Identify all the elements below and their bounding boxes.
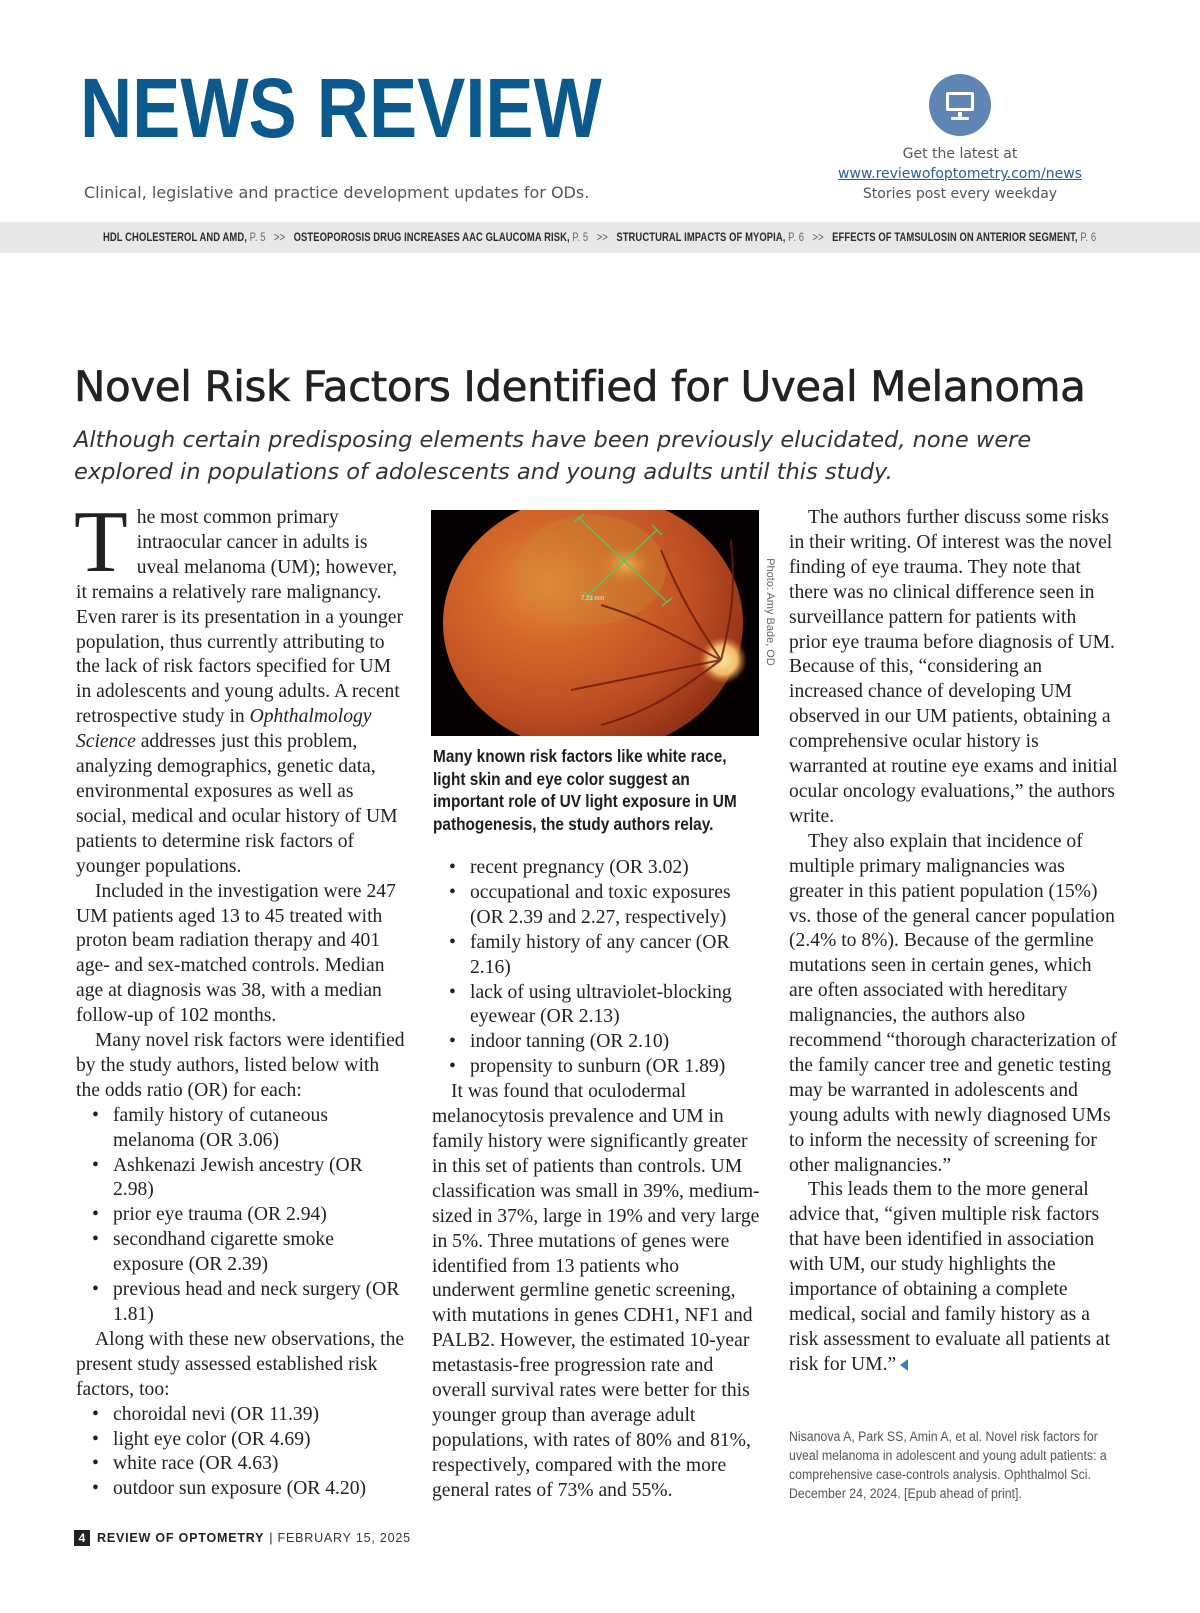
body-paragraph: Many novel risk factors were identified by the study authors, listed below with the odds ratio (OR) for each: [76, 1030, 405, 1101]
list-item: • outdoor sun exposure (OR 4.20) [76, 1477, 406, 1502]
photo-credit: Photo: Amy Bade, OD [764, 558, 776, 666]
body-paragraph: Along with these new observations, the present study assessed established risk factors, too: [76, 1328, 405, 1400]
list-item: • secondhand cigarette smoke exposure (OR 2.39) [76, 1228, 406, 1278]
figure-caption: Many known risk factors like white race, light skin and eye color suggest an important role of UV light exposure in UM pathogenesis, the study authors relay. [433, 746, 737, 834]
body-paragraph: The authors further discuss some risks in their writing. Of interest was the novel finding of eye trauma. They note that there was no clinical difference seen in surveillance pattern for patients with prior eye trauma before diagnosis of UM. Because of this, “considering an increased chance of developing UM observed in our UM patients, obtaining a comprehensive ocular history is warranted at routine eye exams and initial ocular oncology evaluations,” the authors write. [789, 507, 1118, 827]
promo-note: Stories post every weekday [862, 186, 1058, 202]
article-column-2 [432, 856, 762, 1504]
body-paragraph: They also explain that incidence of multiple primary malignancies was greater in this patient population (15%) vs. those of the general cancer population (2.4% to 8%). Because of the germline mutations seen in certain genes, which are often associated with hereditary malignancies, the authors also recommend “thorough characterization of the family cancer tree and genetic testing may be warranted in adolescents and young adults with newly diagnosed UMs to inform the necessity of screening for other malignancies.” [789, 830, 1118, 1176]
news-link[interactable]: www.reviewofoptometry.com/news [838, 166, 1082, 182]
fundus-overlay [431, 510, 759, 736]
measurement-label: 7.23 mm [581, 596, 605, 602]
teaser-bar [0, 222, 1200, 253]
body-paragraph: Included in the investigation were 247 UM patients aged 13 to 45 treated with proton beam radiation therapy and 401 age- and sex-matched controls. Median age at diagnosis was 38, with a median follow-up of 102 months. [76, 880, 396, 1027]
list-item: • family history of cutaneous melanoma (OR 3.06) [76, 1104, 406, 1154]
list-item: • indoor tanning (OR 2.10) [432, 1030, 762, 1055]
body-paragraph: This leads them to the more general advice that, “given multiple risk factors that have been identified in association with UM, our study highlights the importance of obtaining a complete medical, social and family history as a risk assessment to evaluate all patients at risk for UM.” [789, 1179, 1111, 1375]
article-headline: Novel Risk Factors Identified for Uveal Melanoma [74, 362, 1086, 411]
monitor-icon [929, 74, 991, 136]
established-risk-list [76, 1403, 406, 1503]
established-risk-list-continued [432, 856, 762, 1080]
footer-separator: | [269, 1531, 273, 1545]
teaser-link[interactable]: OSTEOPOROSIS DRUG INCREASES AAC GLAUCOMA RISK, P. 5 [294, 231, 589, 244]
list-item: • choroidal nevi (OR 11.39) [76, 1403, 406, 1428]
teaser-link[interactable]: EFFECTS OF TAMSULOSIN ON ANTERIOR SEGMENT, P. 6 [832, 231, 1097, 244]
citation: Nisanova A, Park SS, Amin A, et al. Novel risk factors for uveal melanoma in adolescent and young adult patients: a comprehensive case-controls analysis. Ophthalmol Sci. December 24, 2024. [Epub ahead of print]. [789, 1429, 1107, 1501]
teaser-separator: >> [812, 231, 825, 244]
list-item: • previous head and neck surgery (OR 1.81) [76, 1278, 406, 1328]
novel-risk-list [76, 1104, 406, 1328]
list-item: • recent pregnancy (OR 3.02) [432, 856, 762, 881]
list-item: • family history of any cancer (OR 2.16) [432, 931, 762, 981]
article-column-1 [74, 494, 406, 1502]
list-item: • lack of using ultraviolet-blocking eyewear (OR 2.13) [432, 981, 762, 1031]
publication-name: REVIEW OF OPTOMETRY [97, 1531, 265, 1545]
news-promo [800, 74, 1120, 204]
promo-line: Get the latest at [902, 146, 1018, 162]
list-item: • light eye color (OR 4.69) [76, 1428, 406, 1453]
list-item: • prior eye trauma (OR 2.94) [76, 1203, 406, 1228]
teaser-link[interactable]: STRUCTURAL IMPACTS OF MYOPIA, P. 6 [616, 231, 805, 244]
body-paragraph: The most common primary intraocular cancer in adults is uveal melanoma (UM); however, it remains a relatively rare malignancy. Even rarer is its presentation in a younger population, thus currently attributing to the lack of risk factors specified for UM in adolescents and young adults. A recent retrospective study in Ophthalmology Science addresses just this problem, analyzing demographics, genetic data, environmental exposures as well as social, medical and ocular history of UM patients to determine risk factors of younger populations. [74, 494, 403, 877]
list-item: • white race (OR 4.63) [76, 1452, 406, 1477]
journal-title: Ophthalmology Science [76, 706, 372, 753]
section-title: NEWS REVIEW [80, 61, 602, 155]
page-number: 4 [74, 1530, 90, 1546]
issue-date: FEBRUARY 15, 2025 [277, 1531, 411, 1545]
section-tagline: Clinical, legislative and practice development updates for ODs. [84, 183, 590, 202]
list-item: • propensity to sunburn (OR 1.89) [432, 1055, 762, 1080]
list-item: • Ashkenazi Jewish ancestry (OR 2.98) [76, 1154, 406, 1204]
article-deck: Although certain predisposing elements have been previously elucidated, none were explored in populations of adolescents and young adults until this study. [74, 427, 1032, 485]
page-footer [74, 1530, 411, 1546]
teaser-separator: >> [274, 231, 286, 244]
teaser-separator: >> [597, 231, 609, 244]
end-mark-icon [900, 1359, 908, 1371]
body-paragraph: It was found that oculodermal melanocytosis prevalence and UM in family history were significantly greater in this set of patients than controls. UM classification was small in 39%, medium-sized in 37%, large in 19% and very large in 5%. Three mutations of genes were identified from 13 patients who underwent germline genetic screening, with mutations in genes CDH1, NF1 and PALB2. However, the estimated 10-year metastasis-free progression rate and overall survival rates were better for this younger group than average adult populations, with rates of 80% and 81%, respectively, compared with the more general rates of 73% and 55%. [432, 1081, 760, 1501]
drop-cap: T [74, 494, 128, 591]
fundus-photo [431, 510, 759, 736]
list-item: • occupational and toxic exposures (OR 2.39 and 2.27, respectively) [432, 881, 762, 931]
article-column-3 [789, 506, 1119, 1378]
teaser-link[interactable]: HDL CHOLESTEROL AND AMD, P. 5 [103, 231, 266, 244]
